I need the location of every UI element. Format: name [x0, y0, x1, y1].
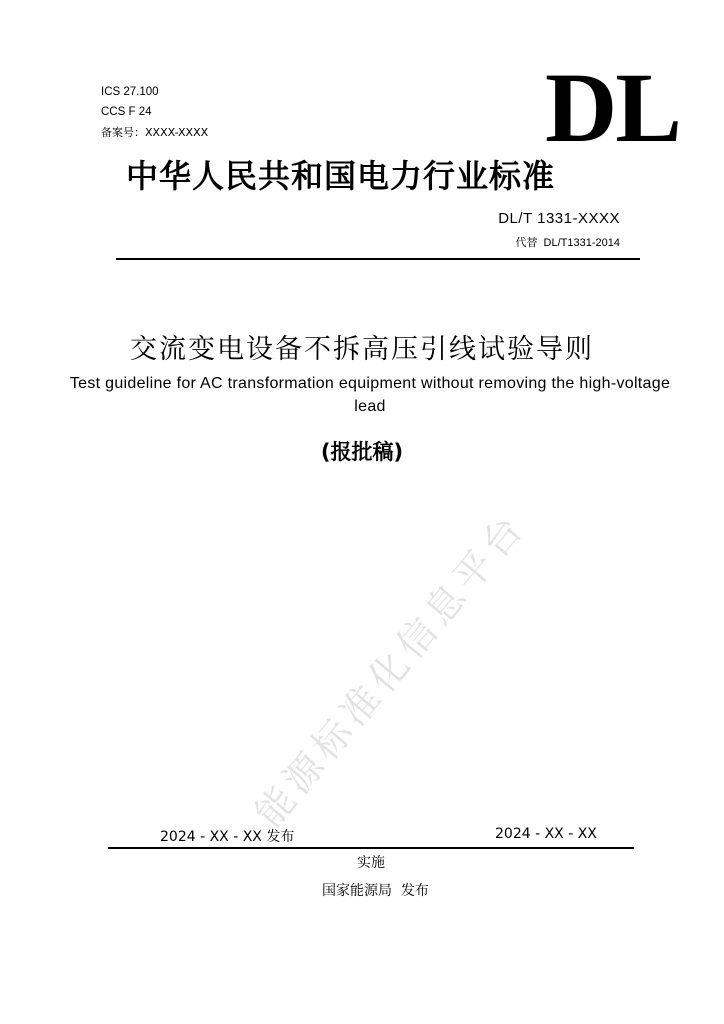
replaces-label: 代替 — [515, 236, 538, 249]
issue-date: 2024 - XX - XX 发布 — [160, 829, 295, 845]
ccs-code: CCS F 24 — [101, 106, 152, 118]
header-divider — [116, 258, 640, 260]
dl-logo: DL — [545, 52, 680, 163]
document-title-english: Test guideline for AC transformation equipment without removing the high-voltage lead — [69, 375, 671, 415]
watermark: 能源标准化信息平台 — [246, 503, 535, 836]
ics-code: ICS 27.100 — [101, 86, 159, 98]
replaces-line — [516, 234, 620, 250]
replaces-number: DL/T1331-2014 — [543, 237, 620, 249]
implementation-date: 2024 - XX - XX — [495, 826, 597, 842]
implementation-label: 实施 — [357, 855, 385, 871]
standard-number: DL/T 1331-XXXX — [498, 210, 620, 227]
publisher: 国家能源局 发布 — [322, 883, 429, 899]
draft-status-label: (报批稿) — [320, 440, 404, 464]
standard-category-title: 中华人民共和国电力行业标准 — [126, 157, 556, 195]
filing-number: 备案号：XXXX-XXXX — [101, 126, 209, 139]
footer-divider — [108, 847, 634, 849]
document-title-chinese: 交流变电设备不拆高压引线试验导则 — [130, 334, 594, 365]
